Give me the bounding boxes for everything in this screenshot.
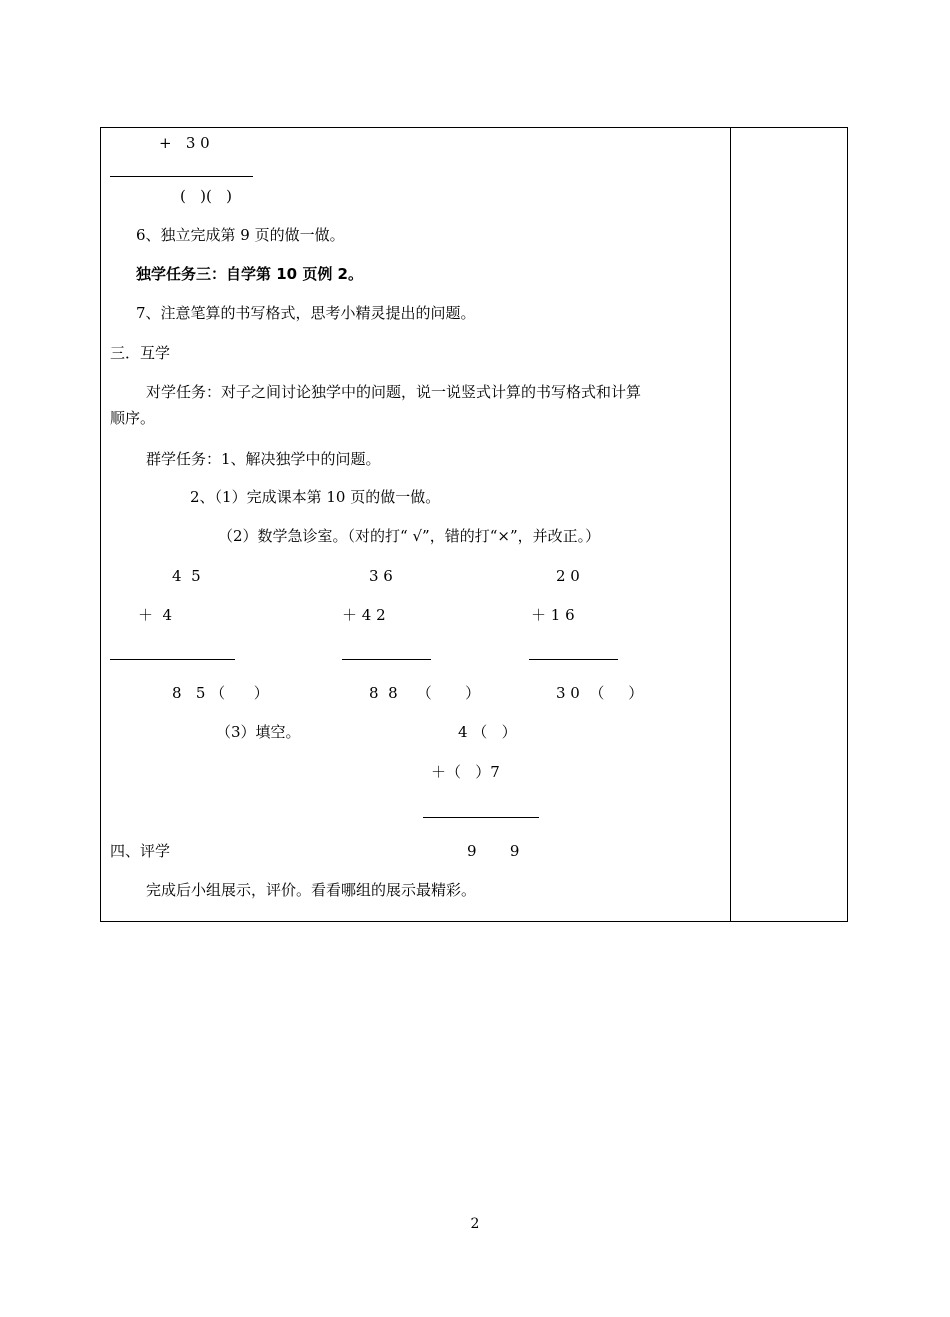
group-task: 群学任务：1、解决独学中的问题。: [146, 450, 381, 468]
fill-problem-bottom: ＋（ ）7: [431, 763, 500, 781]
clinic-1-bottom: ＋ 4: [138, 606, 173, 624]
item-6: 6、独立完成第 9 页的做一做。: [136, 226, 345, 244]
clinic-3-bottom: ＋ 1 6: [531, 606, 575, 624]
answer-blanks: ( )( ): [180, 187, 233, 205]
pair-task-line-2: 顺序。: [110, 409, 156, 427]
fill-blank-label: （3）填空。: [216, 723, 301, 741]
clinic-1-top: 4 5: [172, 567, 201, 585]
table-border: [100, 127, 848, 922]
clinic-3-top: 2 0: [556, 567, 580, 585]
clinic-3-line: [529, 659, 618, 660]
section-3-heading: 三．互学: [110, 344, 171, 362]
fill-problem-top: 4 （ ）: [458, 723, 517, 741]
clinic-1-line: [110, 659, 235, 660]
group-task-2-2: （2）数学急诊室。（对的打“ √”，错的打“×”，并改正。）: [218, 527, 601, 545]
pair-task-line-1: 对学任务：对子之间讨论独学中的问题，说一说竖式计算的书写格式和计算: [146, 383, 642, 401]
fill-problem-line: [423, 817, 539, 818]
fill-problem-result: 9 9: [467, 842, 520, 860]
vertical-addend-line: + 3 0: [159, 134, 210, 152]
clinic-2-line: [342, 659, 431, 660]
item-7: 7、注意笔算的书写格式，思考小精灵提出的问题。: [136, 304, 476, 322]
clinic-1-result: 8 5 （ ）: [172, 684, 269, 702]
clinic-2-result: 8 8 （ ）: [369, 684, 481, 702]
clinic-2-top: 3 6: [369, 567, 393, 585]
group-task-2-1: 2、（1）完成课本第 10 页的做一做。: [190, 488, 441, 506]
final-instruction: 完成后小组展示，评价。看看哪组的展示最精彩。: [146, 881, 477, 899]
section-4-heading: 四、评学: [110, 842, 171, 860]
page-number: 2: [470, 1216, 480, 1232]
table-column-divider: [730, 127, 731, 922]
task-3-heading: 独学任务三：自学第 10 页例 2。: [136, 265, 363, 283]
sum-line: [110, 176, 253, 177]
clinic-3-result: 3 0 （ ）: [556, 684, 644, 702]
clinic-2-bottom: ＋ 4 2: [342, 606, 386, 624]
